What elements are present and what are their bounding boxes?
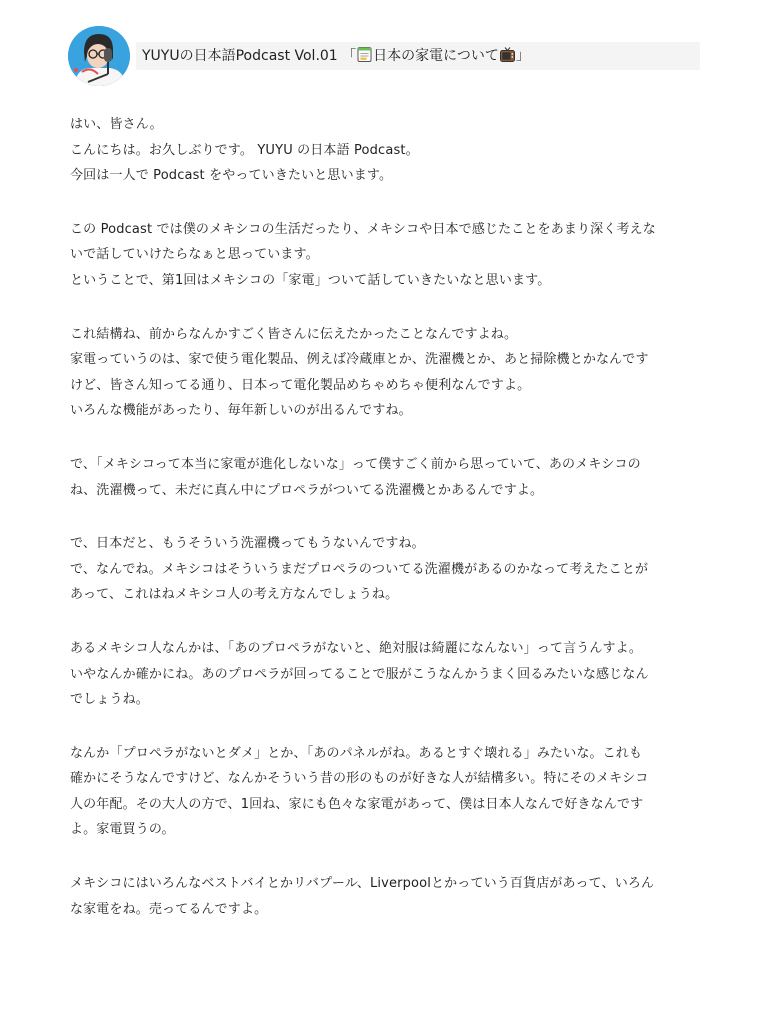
transcript-line: で、「メキシコって本当に家電が進化しないな」って僕すごく前から思っていて、あのメキシコの <box>70 456 641 472</box>
paragraph <box>70 452 700 503</box>
notepad-icon <box>356 46 373 63</box>
transcript-line: で、なんでね。メキシコはそういうまだプロペラのついてる洗濯機があるのかなって考えたことが <box>70 561 649 577</box>
transcript-line: あるメキシコ人なんかは、「あのプロペラがないと、絶対服は綺麗になんない」って言うんすよ。 <box>70 640 642 656</box>
transcript-line: で、日本だと、もうそういう洗濯機ってもうないんですね。 <box>70 536 425 552</box>
television-icon <box>499 46 516 63</box>
transcript-line: あって、これはねメキシコ人の考え方なんでしょうね。 <box>70 587 399 603</box>
transcript-line: この Podcast では僕のメキシコの生活だったり、メキシコや日本で感じたことをあまり深く考えな <box>70 221 656 237</box>
transcript-line: けど、皆さん知ってる通り、日本って電化製品めちゃめちゃ便利なんですよ。 <box>70 377 531 393</box>
transcript-line: 今回は一人で Podcast をやっていきたいと思います。 <box>70 168 393 184</box>
paragraph <box>70 636 700 713</box>
transcript-line: いで話していけたらなぁと思っています。 <box>70 247 319 263</box>
avatar-illustration <box>68 26 130 86</box>
transcript-line: なんか「プロペラがないとダメ」とか、「あのパネルがね。あるとすぐ壊れる」みたいな。これも <box>70 745 643 761</box>
paragraph <box>70 112 700 189</box>
transcript-line: いやなんか確かにね。あのプロペラが回ってることで服がこうなんかうまく回るみたいな感じなん <box>70 666 649 682</box>
episode-title <box>142 46 530 66</box>
transcript-line: こんにちは。お久しぶりです。 YUYU の日本語 Podcast。 <box>70 142 419 158</box>
transcript-line: メキシコにはいろんなベストバイとかリバプール、Liverpoolとかっていう百貨店があって、いろん <box>70 876 655 892</box>
transcript-line: 確かにそうなんですけど、なんかそういう昔の形のものが好きな人が結構多い。特にそのメキシコ <box>70 771 649 787</box>
article-header <box>68 26 700 86</box>
title-prefix: YUYUの日本語Podcast Vol.01 「 <box>142 48 357 64</box>
transcript-line: はい、皆さん。 <box>70 117 163 132</box>
transcript-line: 家電っていうのは、家で使う電化製品、例えば冷蔵庫とか、洗濯機とか、あと掃除機とかなんです <box>70 352 649 368</box>
podcaster-avatar[interactable] <box>68 26 130 86</box>
title-bar <box>136 42 700 70</box>
paragraph <box>70 871 700 922</box>
title-main: 日本の家電について <box>373 48 499 64</box>
paragraph <box>70 322 700 424</box>
transcript-line: ということで、第1回はメキシコの「家電」ついて話していきたいなと思います。 <box>70 272 551 288</box>
title-suffix: 」 <box>515 48 530 64</box>
transcript-line: よ。家電買うの。 <box>70 822 175 838</box>
paragraph <box>70 217 700 294</box>
transcript-line: ね、洗濯機って、未だに真ん中にプロペラがついてる洗濯機とかあるんですよ。 <box>70 482 544 498</box>
transcript-line: な家電をね。売ってるんですよ。 <box>70 901 268 917</box>
transcript-line: でしょうね。 <box>70 692 149 708</box>
transcript-line: いろんな機能があったり、毎年新しいのが出るんですね。 <box>70 403 412 419</box>
paragraph <box>70 741 700 843</box>
transcript-line: これ結構ね、前からなんかすごく皆さんに伝えたかったことなんですよね。 <box>70 326 518 342</box>
transcript-body <box>70 112 700 950</box>
transcript-line: 人の年配。その大人の方で、1回ね、家にも色々な家電があって、僕は日本人なんで好きなんです <box>70 796 644 812</box>
paragraph <box>70 531 700 608</box>
